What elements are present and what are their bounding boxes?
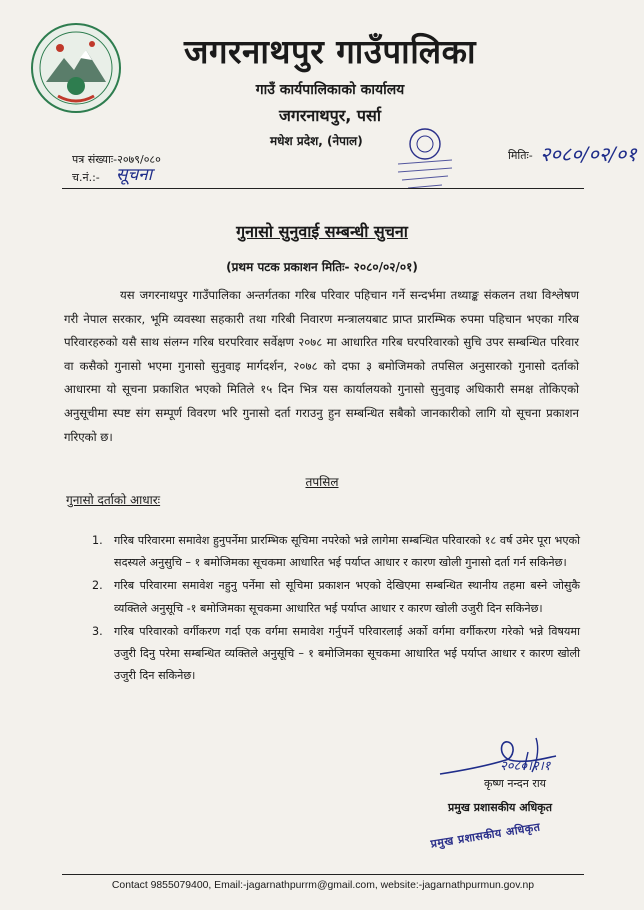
government-emblem-icon [30,22,122,114]
signature-date: २०८०।२।१ [500,759,551,774]
grounds-list [92,530,580,687]
list-item [92,575,580,619]
municipality-title: जगरनाथपुर गाउँपालिका [183,32,477,71]
signatory-name: कृष्ण नन्दन राय [483,777,547,790]
signatory-designation: प्रमुख प्रशासकीय अधिकृत [448,801,552,814]
list-item [92,621,580,688]
annex-heading-text: तपसिल [305,475,339,489]
list-item-number: 1. [92,534,103,547]
grounds-heading: गुनासो दर्ताको आधारः [66,493,161,507]
notice-body: यस जगरनाथपुर गाउँपालिका अन्तर्गतका गरिब परिवार पहिचान गर्ने सन्दर्भमा तथ्याङ्क संकलन तथा विश्लेषण गरी नेपाल सरकार, भूमि व्यवस्था सहकारी तथा गरिबी निवारण मन्त्रालयबाट प्राप्त प्रारम्भिक रुपमा पहिचान भएका गरिब परिवारहरुको यसै साथ संलग्न गरिब घरपरिवार सर्वेक्षण २०७८ मा आधारित गरिब घरपरिवारको सुचि उपर सम्बन्धित परिवार वा कसैको गुनासो भएमा गुनासो सुनुवाइ मार्गदर्शन, २०७८ को दफा ३ बमोजिमको तपसिल अनुसारको गुनासो दर्ताको आधारमा यो सूचना प्रकाशित भएको मितिले १५ दिन भित्र यस कार्यालयको गुनासो सुनुवाइ अधिकारी समक्ष तोकिएको अनुसूचीमा स्पष्ट संग सम्पूर्ण विवरण भरि गुनासो दर्ता गराउनु हुन सम्बन्धित सबैको जानकारीको लागि यो सूचना प्रकाशन गरिएको छ। [64,288,579,444]
dispatch-value: सूचना [116,165,153,185]
list-item-text: गरिब परिवारमा समावेश हुनुपर्नेमा प्रारम्भिक सूचिमा नपरेको भन्ने लागेमा सम्बन्धित परिवारको १८ वर्ष उमेर पूरा भएको सदस्यले अनुसुचि – १ बमोजिमका सूचकमा आधारित भई पर्याप्त आधार र कारण खोली गुनासो दर्ता गर्न सकिनेछ। [114,534,580,570]
list-item-number: 2. [92,579,103,593]
office-stamp-icon [392,122,458,194]
list-item [92,530,580,574]
header-divider [62,188,584,189]
office-name: गाउँ कार्यपालिकाको कार्यालय [255,82,405,98]
designation-stamp: प्रमुख प्रशासकीय अधिकृत [429,820,542,851]
date-label: मितिः- [508,149,533,162]
notice-heading [0,220,644,242]
list-item-number: 3. [92,624,103,638]
footer-divider [62,874,584,875]
list-item-text: गरिब परिवारमा समावेश नहुनु पर्नेमा सो सूचिमा प्रकाशन भएको देखिएमा सम्बन्धित स्थानीय तहमा बस्ने जोसुकै व्यक्तिले अनुसूचि -१ बमोजिमका सूचकमा आधारित भई पर्याप्त आधार र कारण खोली उजुरी दिन सकिनेछ। [114,579,580,615]
date-value: २०८०/०२/०१ [540,142,637,166]
annex-heading [0,473,644,490]
notice-heading-text: गुनासो सुनुवाई सम्बन्धी सुचना [236,222,408,241]
list-item-text: गरिब परिवारको वर्गीकरण गर्दा एक वर्गमा समावेश गर्नुपर्ने परिवारलाई अर्को वर्गमा वर्गीकरण गरेको भन्ने विषयमा उजुरी दिनु परेमा सम्बन्धित व्यक्तिले अनुसूचि – १ बमोजिमका सूचकमा आधारित भई पर्याप्त आधार र कारण खोली उजुरी दिन सकिनेछ। [114,624,580,683]
province-name: मधेश प्रदेश, (नेपाल) [270,134,363,148]
letter-number: पत्र संख्याः-२०७९/०८० [72,153,161,166]
dispatch-label: च.नं.:- [72,171,100,184]
office-location: जगरनाथपुर, पर्सा [278,106,381,125]
footer-contact: Contact 9855079400, Email:-jagarnathpurrm@gmail.com, website:-jagarnathpurmun.gov.np [111,880,535,891]
publication-date: (प्रथम पटक प्रकाशन मितिः- २०८०/०२/०१) [226,260,418,274]
